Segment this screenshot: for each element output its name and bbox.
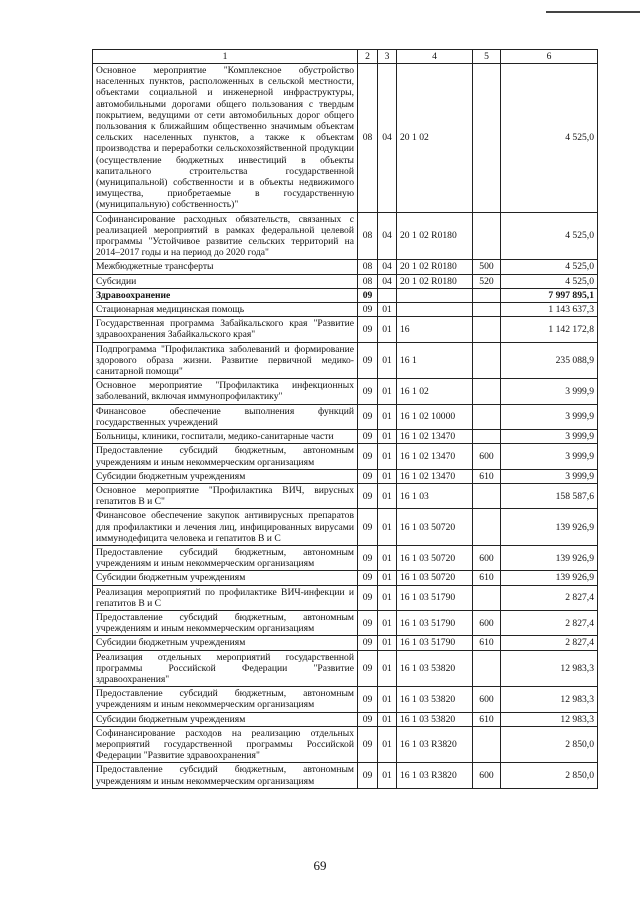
target-article-cell: 16 1 03 53820 [397, 687, 473, 712]
row-name-cell: Субсидии бюджетным учреждениям [93, 636, 358, 650]
expense-type-cell: 520 [473, 274, 501, 288]
subsection-code-cell: 04 [378, 274, 397, 288]
expense-type-cell: 600 [473, 687, 501, 712]
subsection-code-cell: 01 [378, 342, 397, 379]
target-article-cell: 16 1 03 50720 [397, 509, 473, 546]
section-code-cell: 09 [358, 469, 378, 483]
section-code-cell: 09 [358, 483, 378, 508]
subsection-code-cell: 01 [378, 317, 397, 342]
amount-cell: 12 983,3 [501, 650, 598, 687]
row-name-cell: Субсидии бюджетным учреждениям [93, 571, 358, 585]
target-article-cell [397, 288, 473, 302]
subsection-code-cell: 01 [378, 444, 397, 469]
column-header: 5 [473, 50, 501, 64]
subsection-code-cell: 01 [378, 610, 397, 635]
section-code-cell: 09 [358, 342, 378, 379]
row-name-cell: Здравоохранение [93, 288, 358, 302]
amount-cell: 12 983,3 [501, 712, 598, 726]
row-name-cell: Софинансирование расходных обязательств, связанных с реализацией мероприятий в рамках федеральной целевой программы "Устойчивое развитие сельских территорий на 2014–2017 годы и на период до 2020 года" [93, 212, 358, 260]
row-name-cell: Предоставление субсидий бюджетным, автономным учреждениям и иным некоммерческим организациям [93, 444, 358, 469]
row-name-cell: Предоставление субсидий бюджетным, автономным учреждениям и иным некоммерческим организациям [93, 545, 358, 570]
budget-table [92, 49, 598, 789]
row-name-cell: Реализация отдельных мероприятий государственной программы Российской Федерации "Развитие здравоохранения" [93, 650, 358, 687]
amount-cell: 139 926,9 [501, 509, 598, 546]
section-code-cell: 08 [358, 64, 378, 213]
table-row [93, 636, 598, 650]
subsection-code-cell: 01 [378, 687, 397, 712]
row-name-cell: Предоставление субсидий бюджетным, автономным учреждениям и иным некоммерческим организациям [93, 610, 358, 635]
expense-type-cell: 500 [473, 260, 501, 274]
section-code-cell: 09 [358, 430, 378, 444]
section-code-cell: 09 [358, 687, 378, 712]
expense-type-cell [473, 483, 501, 508]
table-row [93, 469, 598, 483]
table-row [93, 212, 598, 260]
subsection-code-cell: 01 [378, 545, 397, 570]
target-article-cell: 20 1 02 R0180 [397, 260, 473, 274]
row-name-cell: Предоставление субсидий бюджетным, автономным учреждениям и иным некоммерческим организациям [93, 687, 358, 712]
table-row [93, 650, 598, 687]
column-header: 4 [397, 50, 473, 64]
row-name-cell: Предоставление субсидий бюджетным, автономным учреждениям и иным некоммерческим организациям [93, 763, 358, 788]
target-article-cell: 16 1 02 [397, 379, 473, 404]
table-row [93, 317, 598, 342]
subsection-code-cell: 04 [378, 212, 397, 260]
section-code-cell: 09 [358, 545, 378, 570]
amount-cell: 2 827,4 [501, 636, 598, 650]
subsection-code-cell: 01 [378, 303, 397, 317]
section-code-cell: 08 [358, 212, 378, 260]
expense-type-cell [473, 303, 501, 317]
table-body [93, 64, 598, 789]
amount-cell: 4 525,0 [501, 260, 598, 274]
expense-type-cell [473, 379, 501, 404]
amount-cell: 3 999,9 [501, 469, 598, 483]
expense-type-cell [473, 212, 501, 260]
section-code-cell: 09 [358, 636, 378, 650]
expense-type-cell [473, 726, 501, 763]
scan-edge-mark [546, 11, 640, 13]
target-article-cell: 16 [397, 317, 473, 342]
subsection-code-cell: 01 [378, 379, 397, 404]
subsection-code-cell: 01 [378, 712, 397, 726]
table-row [93, 342, 598, 379]
row-name-cell: Государственная программа Забайкальского края "Развитие здравоохранения Забайкальского края" [93, 317, 358, 342]
row-name-cell: Реализация мероприятий по профилактике ВИЧ-инфекции и гепатитов В и С [93, 585, 358, 610]
expense-type-cell [473, 585, 501, 610]
amount-cell: 3 999,9 [501, 444, 598, 469]
target-article-cell: 16 1 02 13470 [397, 444, 473, 469]
table-row [93, 726, 598, 763]
row-name-cell: Субсидии бюджетным учреждениям [93, 712, 358, 726]
amount-cell: 3 999,9 [501, 430, 598, 444]
target-article-cell: 16 1 [397, 342, 473, 379]
section-code-cell: 09 [358, 444, 378, 469]
amount-cell: 3 999,9 [501, 379, 598, 404]
expense-type-cell: 610 [473, 636, 501, 650]
target-article-cell: 16 1 03 50720 [397, 545, 473, 570]
row-name-cell: Основное мероприятие "Профилактика инфекционных заболеваний, включая иммунопрофилактику" [93, 379, 358, 404]
column-header: 6 [501, 50, 598, 64]
section-code-cell: 08 [358, 274, 378, 288]
expense-type-cell: 600 [473, 444, 501, 469]
table-row [93, 303, 598, 317]
target-article-cell: 20 1 02 [397, 64, 473, 213]
amount-cell: 1 142 172,8 [501, 317, 598, 342]
column-header: 1 [93, 50, 358, 64]
amount-cell: 12 983,3 [501, 687, 598, 712]
amount-cell: 4 525,0 [501, 64, 598, 213]
subsection-code-cell: 01 [378, 571, 397, 585]
expense-type-cell: 600 [473, 763, 501, 788]
row-name-cell: Основное мероприятие "Комплексное обустройство населенных пунктов, расположенных в сельской местности, объектами социальной и инженерной инфраструктуры, автомобильными дорогами общего пользования с твердым покрытием, ведущими от сети автомобильных дорог общего пользования к ближайшим общественно значимым объектам сельских населенных пунктов, а также к объектам производства и переработки сельскохозяйственной продукции (осуществление бюджетных инвестиций в объекты капитального строительства государственной (муниципальной) собственности и в объекты недвижимого имущества, приобретаемые в государственную (муниципальную) собственность)" [93, 64, 358, 213]
table-row [93, 64, 598, 213]
amount-cell: 2 850,0 [501, 763, 598, 788]
section-code-cell: 09 [358, 610, 378, 635]
subsection-code-cell: 01 [378, 763, 397, 788]
expense-type-cell [473, 650, 501, 687]
section-code-cell: 09 [358, 303, 378, 317]
row-name-cell: Финансовое обеспечение выполнения функций государственных учреждений [93, 404, 358, 429]
amount-cell: 2 850,0 [501, 726, 598, 763]
target-article-cell: 16 1 02 10000 [397, 404, 473, 429]
amount-cell: 2 827,4 [501, 610, 598, 635]
subsection-code-cell: 01 [378, 509, 397, 546]
target-article-cell: 16 1 03 51790 [397, 585, 473, 610]
expense-type-cell: 610 [473, 469, 501, 483]
section-code-cell: 09 [358, 650, 378, 687]
table-row [93, 687, 598, 712]
subsection-code-cell: 04 [378, 260, 397, 274]
section-code-cell: 09 [358, 726, 378, 763]
section-code-cell: 09 [358, 317, 378, 342]
subsection-code-cell: 01 [378, 636, 397, 650]
row-name-cell: Стационарная медицинская помощь [93, 303, 358, 317]
section-code-cell: 09 [358, 509, 378, 546]
section-code-cell: 09 [358, 585, 378, 610]
table-row [93, 585, 598, 610]
amount-cell: 3 999,9 [501, 404, 598, 429]
expense-type-cell [473, 64, 501, 213]
section-code-cell: 09 [358, 712, 378, 726]
table-row [93, 274, 598, 288]
row-name-cell: Основное мероприятие "Профилактика ВИЧ, вирусных гепатитов В и С" [93, 483, 358, 508]
table-row [93, 404, 598, 429]
amount-cell: 2 827,4 [501, 585, 598, 610]
section-code-cell: 09 [358, 404, 378, 429]
table-row [93, 260, 598, 274]
column-header: 3 [378, 50, 397, 64]
target-article-cell: 16 1 03 R3820 [397, 726, 473, 763]
row-name-cell: Межбюджетные трансферты [93, 260, 358, 274]
subsection-code-cell: 01 [378, 469, 397, 483]
amount-cell: 4 525,0 [501, 274, 598, 288]
target-article-cell: 16 1 03 51790 [397, 610, 473, 635]
page-number: 69 [313, 858, 327, 873]
row-name-cell: Подпрограмма "Профилактика заболеваний и формирование здорового образа жизни. Развитие первичной медико-санитарной помощи" [93, 342, 358, 379]
subsection-code-cell: 01 [378, 483, 397, 508]
table-row [93, 712, 598, 726]
table-row [93, 444, 598, 469]
expense-type-cell [473, 288, 501, 302]
amount-cell: 235 088,9 [501, 342, 598, 379]
expense-type-cell [473, 509, 501, 546]
subsection-code-cell [378, 288, 397, 302]
expense-type-cell [473, 342, 501, 379]
target-article-cell: 16 1 03 50720 [397, 571, 473, 585]
row-name-cell: Больницы, клиники, госпитали, медико-санитарные части [93, 430, 358, 444]
target-article-cell: 20 1 02 R0180 [397, 274, 473, 288]
subsection-code-cell: 04 [378, 64, 397, 213]
target-article-cell: 16 1 03 53820 [397, 650, 473, 687]
target-article-cell: 16 1 03 R3820 [397, 763, 473, 788]
section-code-cell: 09 [358, 571, 378, 585]
header-row [93, 50, 598, 64]
subsection-code-cell: 01 [378, 585, 397, 610]
expense-type-cell [473, 404, 501, 429]
table-row [93, 509, 598, 546]
target-article-cell: 16 1 03 51790 [397, 636, 473, 650]
table-row [93, 763, 598, 788]
target-article-cell [397, 303, 473, 317]
table-row [93, 483, 598, 508]
target-article-cell: 16 1 03 [397, 483, 473, 508]
target-article-cell: 20 1 02 R0180 [397, 212, 473, 260]
amount-cell: 7 997 895,1 [501, 288, 598, 302]
row-name-cell: Субсидии [93, 274, 358, 288]
expense-type-cell [473, 317, 501, 342]
row-name-cell: Финансовое обеспечение закупок антивирусных препаратов для профилактики и лечения лиц, инфицированных вирусами иммунодефицита человека и гепатитов В и С [93, 509, 358, 546]
table-row [93, 545, 598, 570]
target-article-cell: 16 1 02 13470 [397, 469, 473, 483]
expense-type-cell: 610 [473, 712, 501, 726]
table-row [93, 379, 598, 404]
table-row [93, 610, 598, 635]
target-article-cell: 16 1 02 13470 [397, 430, 473, 444]
table-row [93, 571, 598, 585]
expense-type-cell: 600 [473, 545, 501, 570]
row-name-cell: Субсидии бюджетным учреждениям [93, 469, 358, 483]
section-code-cell: 09 [358, 379, 378, 404]
expense-type-cell: 600 [473, 610, 501, 635]
subsection-code-cell: 01 [378, 726, 397, 763]
column-header: 2 [358, 50, 378, 64]
expense-type-cell [473, 430, 501, 444]
amount-cell: 4 525,0 [501, 212, 598, 260]
subsection-code-cell: 01 [378, 404, 397, 429]
table-row [93, 430, 598, 444]
target-article-cell: 16 1 03 53820 [397, 712, 473, 726]
amount-cell: 158 587,6 [501, 483, 598, 508]
section-code-cell: 09 [358, 288, 378, 302]
table-row [93, 288, 598, 302]
amount-cell: 139 926,9 [501, 545, 598, 570]
section-code-cell: 08 [358, 260, 378, 274]
amount-cell: 1 143 637,3 [501, 303, 598, 317]
amount-cell: 139 926,9 [501, 571, 598, 585]
subsection-code-cell: 01 [378, 430, 397, 444]
section-code-cell: 09 [358, 763, 378, 788]
row-name-cell: Софинансирование расходов на реализацию отдельных мероприятий государственной программы Российской Федерации "Развитие здравоохранения" [93, 726, 358, 763]
expense-type-cell: 610 [473, 571, 501, 585]
subsection-code-cell: 01 [378, 650, 397, 687]
